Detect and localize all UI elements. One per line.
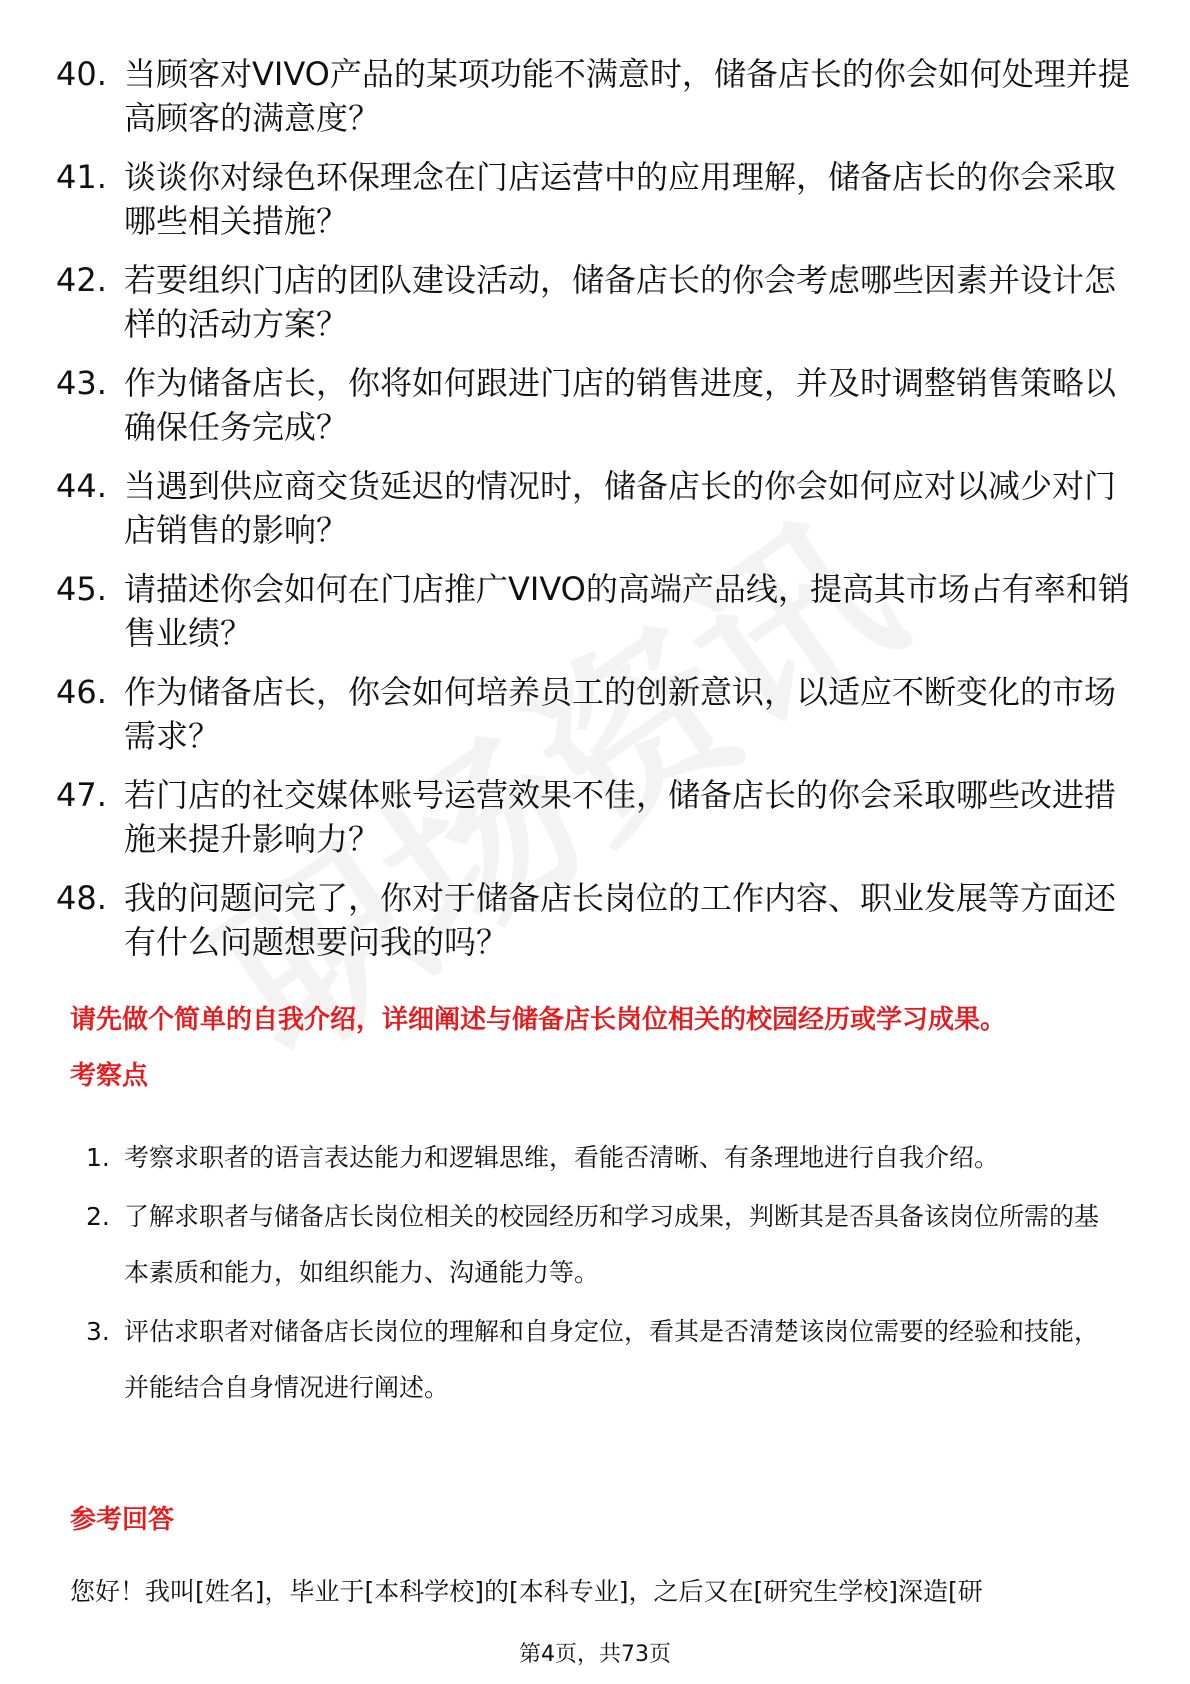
question-number: 48. (56, 879, 107, 917)
question-item (56, 567, 1136, 655)
page-footer: 第4页，共73页 (519, 1642, 671, 1667)
assess-point-list (86, 1130, 1116, 1419)
question-number: 44. (56, 467, 107, 505)
assess-point (86, 1189, 1116, 1301)
question-text: 请描述你会如何在门店推广VIVO的高端产品线，提高其市场占有率和销售业绩？ (124, 570, 1130, 652)
assess-point-number: 3. (86, 1317, 110, 1346)
assess-point (86, 1304, 1116, 1416)
question-text: 当遇到供应商交货延迟的情况时，储备店长的你会如何应对以减少对门店销售的影响？ (124, 467, 1117, 549)
question-item (56, 773, 1136, 861)
question-item (56, 464, 1136, 552)
question-item (56, 155, 1136, 243)
question-text: 作为储备店长，你会如何培养员工的创新意识，以适应不断变化的市场需求？ (124, 673, 1117, 755)
assess-point-number: 1. (86, 1143, 110, 1172)
assess-point-number: 2. (86, 1202, 110, 1231)
answer-text: 您好！我叫[姓名]，毕业于[本科学校]的[本科专业]，之后又在[研究生学校]深造[研 (70, 1577, 983, 1606)
question-item (56, 361, 1136, 449)
assess-point (86, 1130, 1116, 1186)
assess-point-text: 考察求职者的语言表达能力和逻辑思维，看能否清晰、有条理地进行自我介绍。 (124, 1143, 1000, 1172)
question-number: 43. (56, 364, 107, 402)
answer-title: 参考回答 (70, 1505, 175, 1535)
question-number: 41. (56, 158, 107, 196)
question-item (56, 670, 1136, 758)
question-number: 46. (56, 673, 107, 711)
question-item (56, 258, 1136, 346)
question-text: 若要组织门店的团队建设活动，储备店长的你会考虑哪些因素并设计怎样的活动方案？ (124, 261, 1117, 343)
question-text: 作为储备店长，你将如何跟进门店的销售进度，并及时调整销售策略以确保任务完成？ (124, 364, 1117, 446)
question-number: 45. (56, 570, 107, 608)
question-item (56, 876, 1136, 964)
question-text: 谈谈你对绿色环保理念在门店运营中的应用理解，储备店长的你会采取哪些相关措施？ (124, 158, 1117, 240)
question-text: 我的问题问完了，你对于储备店长岗位的工作内容、职业发展等方面还有什么问题想要问我的吗？ (124, 879, 1117, 961)
assess-point-text: 了解求职者与储备店长岗位相关的校园经历和学习成果，判断其是否具备该岗位所需的基本素质和能力，如组织能力、沟通能力等。 (124, 1202, 1100, 1287)
assess-title: 考察点 (70, 1061, 149, 1091)
question-text: 若门店的社交媒体账号运营效果不佳，储备店长的你会采取哪些改进措施来提升影响力？ (124, 776, 1117, 858)
question-number: 40. (56, 55, 107, 93)
question-number: 47. (56, 776, 107, 814)
question-list (56, 52, 1136, 979)
assess-point-text: 评估求职者对储备店长岗位的理解和自身定位，看其是否清楚该岗位需要的经验和技能，并能结合自身情况进行阐述。 (124, 1317, 1100, 1402)
question-item (56, 52, 1136, 140)
question-text: 当顾客对VIVO产品的某项功能不满意时，储备店长的你会如何处理并提高顾客的满意度？ (124, 55, 1130, 137)
interview-prompt: 请先做个简单的自我介绍，详细阐述与储备店长岗位相关的校园经历或学习成果。 (70, 1005, 1007, 1035)
question-number: 42. (56, 261, 107, 299)
